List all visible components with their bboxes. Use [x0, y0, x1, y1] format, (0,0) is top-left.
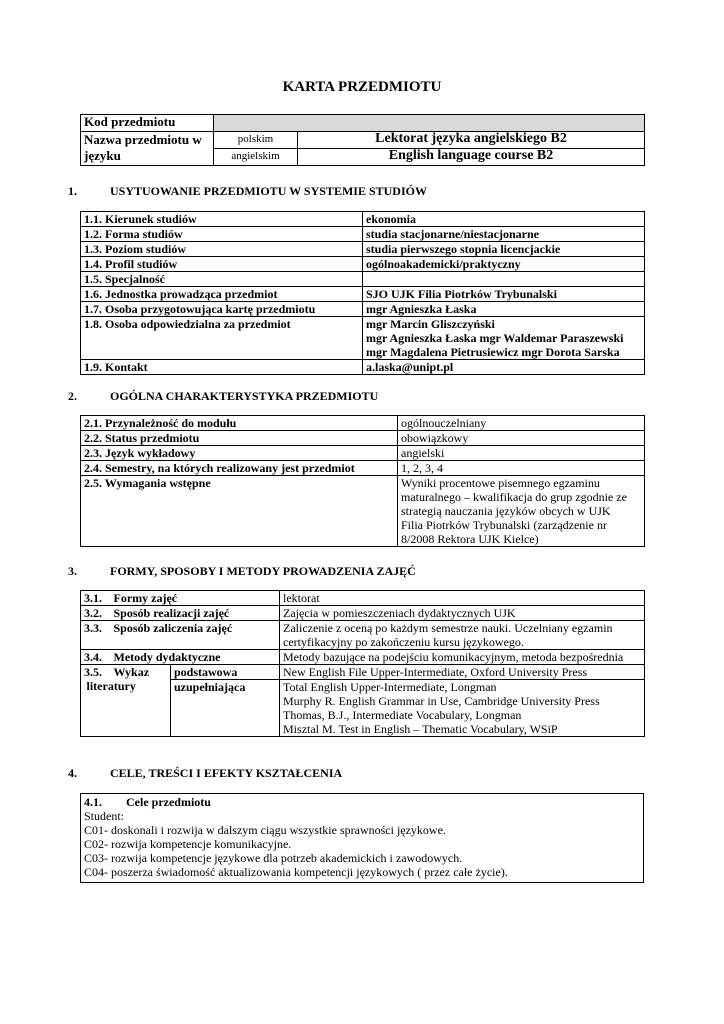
value-line: Misztal M. Test in English – Thematic Vocabulary, WSiP	[283, 722, 558, 736]
value-line: Murphy R. English Grammar in Use, Cambridge University Press	[283, 694, 600, 708]
row-label: 1.1. Kierunek studiów	[81, 212, 363, 227]
goal-line: Student:	[84, 809, 125, 823]
row-value: angielski	[398, 446, 645, 461]
value-line: Thomas, B.J., Intermediate Vocabulary, Longman	[283, 708, 522, 722]
row-number: 3.4.	[81, 650, 111, 665]
row-label: 1.8. Osoba odpowiedzialna za przedmiot	[81, 317, 363, 360]
nazwa-label: Nazwa przedmiotu w języku	[81, 132, 214, 166]
page-title: KARTA PRZEDMIOTU	[282, 79, 442, 95]
row-value	[280, 621, 645, 650]
value-line: mgr Agnieszka Łaska mgr Waldemar Paraszewski	[366, 331, 624, 345]
row-number: 3.3.	[81, 621, 111, 650]
value-line: mgr Magdalena Pietrusiewicz mgr Dorota Sarska	[366, 345, 620, 359]
section-4-table	[80, 793, 644, 883]
row-value: 1, 2, 3, 4	[398, 461, 645, 476]
goal-line: C01- doskonali i rozwija w dalszym ciągu wszystkie sprawności językowe.	[84, 823, 446, 837]
goal-line: C04- poszerza świadomość aktualizowania kompetencji językowych ( przez całe życie).	[84, 865, 508, 879]
subsection-heading	[84, 795, 640, 809]
row-value: obowiązkowy	[398, 431, 645, 446]
section-title: FORMY, SPOSOBY I METODY PROWADZENIA ZAJĘĆ	[110, 564, 416, 578]
section-title: USYTUOWANIE PRZEDMIOTU W SYSTEMIE STUDIÓW	[110, 184, 427, 198]
row-value: ogólnouczelniany	[398, 416, 645, 431]
podstawowa-label: podstawowa	[171, 665, 280, 680]
lang-en: angielskim	[214, 149, 298, 166]
value-line: maturalnego – kwalifikacja do grup zgodnie ze	[401, 490, 627, 504]
section-title: OGÓLNA CHARAKTERYSTYKA PRZEDMIOTU	[110, 389, 379, 403]
goal-line: C03- rozwija kompetencje językowe dla potrzeb akademickich i zawodowych.	[84, 851, 463, 865]
value-line: certyfikacyjny po zakończeniu kursu językowego.	[283, 635, 524, 649]
row-label: 2.5. Wymagania wstępne	[81, 476, 398, 547]
subsection-title: Cele przedmiotu	[126, 795, 211, 809]
podstawowa-value: New English File Upper-Intermediate, Oxford University Press	[280, 665, 645, 680]
value-line: Wyniki procentowe pisemnego egzaminu	[401, 476, 600, 490]
row-number: 3.5.	[81, 665, 111, 737]
row-label: 2.3. Język wykładowy	[81, 446, 398, 461]
name-en: English language course B2	[298, 149, 645, 166]
row-value: SJO UJK Filia Piotrków Trybunalski	[363, 287, 645, 302]
literature-label-line: Wykaz	[113, 665, 150, 679]
row-number: 3.1.	[81, 591, 111, 606]
row-label: Formy zajęć	[111, 591, 280, 606]
header-table	[80, 114, 645, 166]
lang-pl: polskim	[214, 132, 298, 149]
row-value: lektorat	[280, 591, 645, 606]
row-label: 1.4. Profil studiów	[81, 257, 363, 272]
kod-value	[214, 115, 645, 132]
row-label: 2.2. Status przedmiotu	[81, 431, 398, 446]
value-line: 8/2008 Rektora UJK Kielce)	[401, 532, 539, 546]
row-label: 2.4. Semestry, na których realizowany jest przedmiot	[81, 461, 398, 476]
section-2-table	[80, 415, 645, 547]
row-label: 1.7. Osoba przygotowująca kartę przedmiotu	[81, 302, 363, 317]
row-value: mgr Agnieszka Łaska	[363, 302, 645, 317]
value-line: mgr Marcin Gliszczyński	[366, 317, 495, 331]
cele-cell	[81, 794, 644, 883]
row-value	[363, 272, 645, 287]
row-value: studia pierwszego stopnia licencjackie	[363, 242, 645, 257]
kod-label: Kod przedmiotu	[81, 115, 214, 132]
row-value: Metody bazujące na podejściu komunikacyjnym, metoda bezpośrednia	[280, 650, 645, 665]
section-1-table	[80, 211, 645, 375]
uzupelniajaca-value	[280, 680, 645, 737]
value-line: Zaliczenie z oceną po każdym semestrze nauki. Uczelniany egzamin	[283, 621, 613, 635]
row-label: Sposób zaliczenia zajęć	[111, 621, 280, 650]
section-3-table	[80, 590, 645, 737]
section-number: 4.	[68, 766, 77, 780]
value-line: Total English Upper-Intermediate, Longman	[283, 680, 497, 694]
row-value: ogólnoakademicki/praktyczny	[363, 257, 645, 272]
name-pl: Lektorat języka angielskiego B2	[298, 132, 645, 149]
row-label: 1.5. Specjalność	[81, 272, 363, 287]
row-value	[398, 476, 645, 547]
value-line: strategią nauczania języków obcych w UJK	[401, 504, 611, 518]
literature-label-line: literatury	[86, 679, 136, 693]
section-number: 2.	[68, 389, 77, 403]
subsection-number: 4.1.	[84, 795, 102, 809]
row-value: a.laska@unipt.pl	[363, 360, 645, 375]
row-value	[363, 317, 645, 360]
row-label: 1.2. Forma studiów	[81, 227, 363, 242]
row-value: Zajęcia w pomieszczeniach dydaktycznych UJK	[280, 606, 645, 621]
row-value: studia stacjonarne/niestacjonarne	[363, 227, 645, 242]
row-label: 2.1. Przynależność do modułu	[81, 416, 398, 431]
section-number: 1.	[68, 184, 77, 198]
section-title: CELE, TREŚCI I EFEKTY KSZTAŁCENIA	[110, 766, 343, 780]
row-label: 1.6. Jednostka prowadząca przedmiot	[81, 287, 363, 302]
row-number: 3.2.	[81, 606, 111, 621]
goal-line: C02- rozwija kompetencje komunikacyjne.	[84, 837, 292, 851]
section-number: 3.	[68, 564, 77, 578]
row-label: Sposób realizacji zajęć	[111, 606, 280, 621]
row-label: 1.3. Poziom studiów	[81, 242, 363, 257]
row-label: 1.9. Kontakt	[81, 360, 363, 375]
row-value: ekonomia	[363, 212, 645, 227]
uzupelniajaca-label: uzupełniająca	[171, 680, 280, 737]
row-label: Metody dydaktyczne	[111, 650, 280, 665]
value-line: Filia Piotrków Trybunalski (zarządzenie nr	[401, 518, 607, 532]
